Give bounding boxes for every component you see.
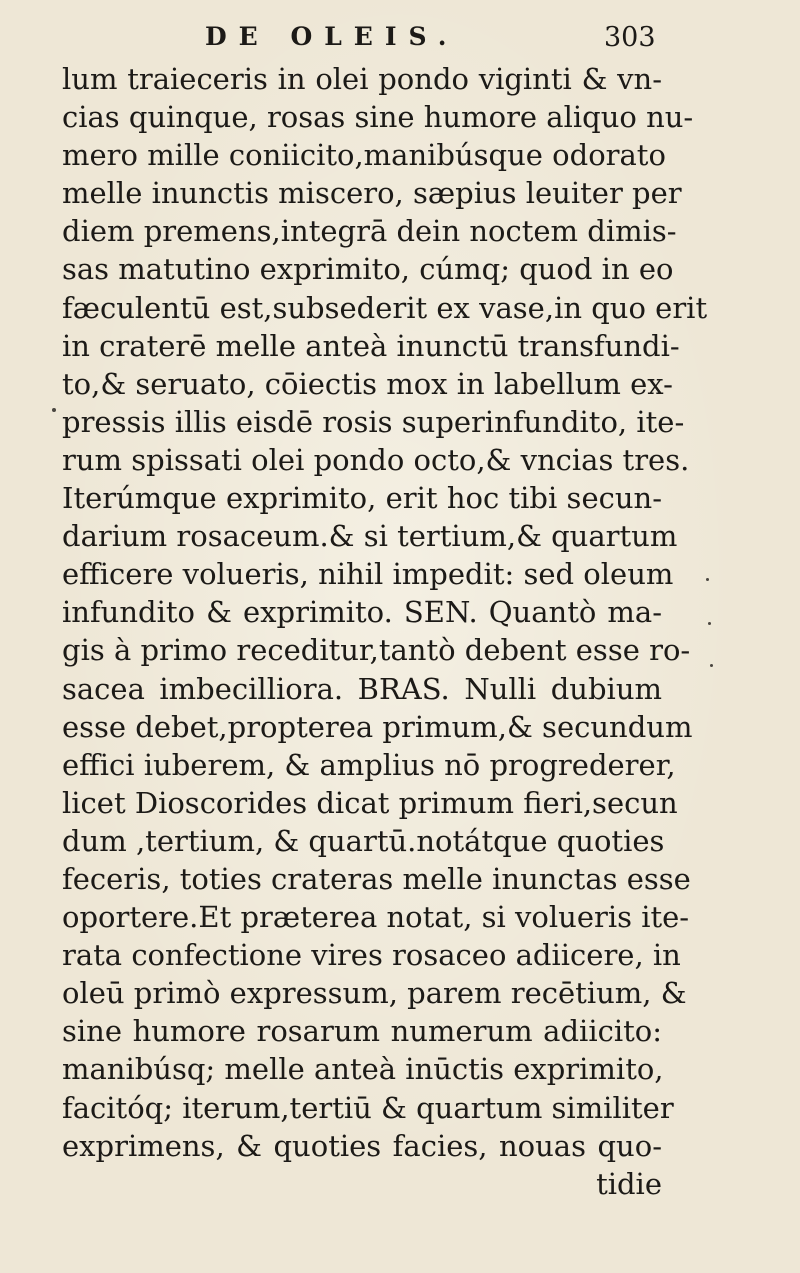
text-line: facitóq; iterum,tertiū & quartum similiter xyxy=(62,1090,674,1125)
text-line: sine humore rosarum numerum adiicito: xyxy=(62,1014,662,1049)
text-line: oleū primò expressum, parem recētium, & xyxy=(62,976,687,1011)
page-header xyxy=(0,22,800,62)
text-line: esse debet,propterea primum,& secundum xyxy=(62,709,693,744)
text-line: mero mille coniicito,manibúsque odorato xyxy=(62,138,666,173)
text-line: infundito & exprimito. SEN. Quantò ma- xyxy=(62,595,662,630)
text-line: efficere volueris, nihil impedit: sed oleum xyxy=(62,557,674,592)
text-line: oportere.Et præterea notat, si volueris ite- xyxy=(62,900,690,935)
text-line: pressis illis eisdē rosis superinfundito, ite- xyxy=(62,404,685,439)
text-line: sas matutino exprimito, cúmq; quod in eo xyxy=(62,252,674,287)
text-line: feceris, toties crateras melle inunctas esse xyxy=(62,861,691,896)
text-line: Iterúmque exprimito, erit hoc tibi secun- xyxy=(62,481,662,516)
text-line: melle inunctis miscero, sæpius leuiter per xyxy=(62,176,682,211)
text-line: diem premens,integrā dein noctem dimis- xyxy=(62,214,677,249)
running-head: DE OLEIS. xyxy=(205,22,459,51)
text-line: lum traieceris in olei pondo viginti & vn- xyxy=(62,62,662,96)
text-line: licet Dioscorides dicat primum fieri,secun xyxy=(62,785,678,820)
text-line: sacea imbecilliora. BRAS. Nulli dubium xyxy=(62,671,662,706)
page-number: 303 xyxy=(604,22,656,53)
text-line: dum ,tertium, & quartū.notátque quoties xyxy=(62,823,665,858)
text-line: rata confectione vires rosaceo adiicere, in xyxy=(62,938,681,973)
text-line: to,& seruato, cōiectis mox in labellum ex- xyxy=(62,366,673,401)
text-line: in craterē melle anteà inunctū transfundi- xyxy=(62,328,680,363)
text-line: manibúsq; melle anteà inūctis exprimito, xyxy=(62,1052,664,1087)
text-line: cias quinque, rosas sine humore aliquo nu- xyxy=(62,100,694,135)
ink-speck xyxy=(706,578,709,581)
text-line: exprimens, & quoties facies, nouas quo- xyxy=(62,1128,662,1163)
text-line: rum spissati olei pondo octo,& vncias tres. xyxy=(62,442,690,477)
body-text xyxy=(62,60,708,1203)
text-line: effici iuberem, & amplius nō progrederer, xyxy=(62,747,676,782)
text-line: fæculentū est,subsederit ex vase,in quo erit xyxy=(62,290,708,325)
text-line: darium rosaceum.& si tertium,& quartum xyxy=(62,519,678,554)
ink-speck xyxy=(710,664,713,667)
catchword: tidie xyxy=(596,1166,662,1201)
ink-speck xyxy=(708,622,711,625)
text-line: gis à primo receditur,tantò debent esse ro- xyxy=(62,633,691,668)
ink-speck xyxy=(52,408,56,412)
